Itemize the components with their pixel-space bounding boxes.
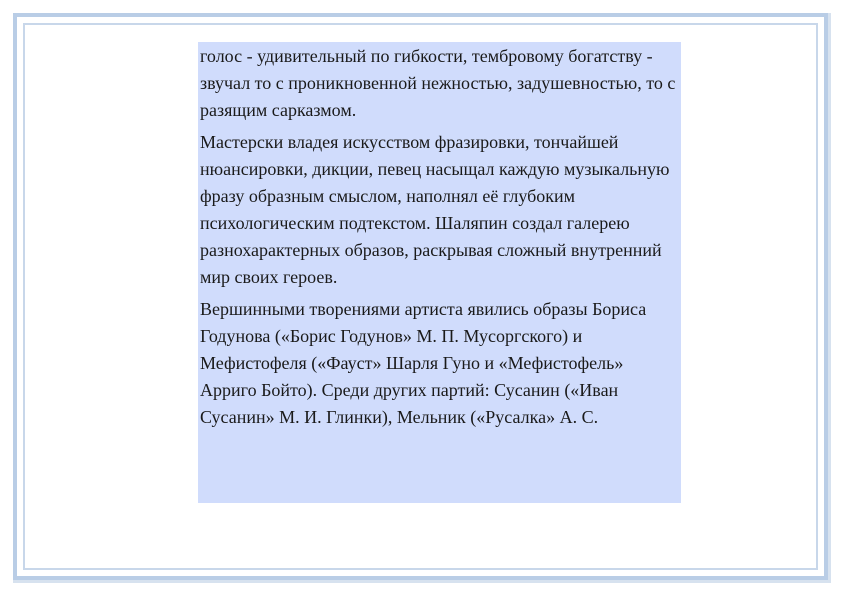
text-box bbox=[198, 42, 681, 503]
frame-shadow-bottom bbox=[13, 580, 831, 583]
paragraph-phrasing: Мастерски владея искусством фразировки, тончайшей нюансировки, дикции, певец насыщал каждую музыкальную фразу образным смыслом, наполнял её глубоким психологическим подтекстом. Шаляпин создал галерею разнохарактерных образов, раскрывая сложный внутренний мир своих героев. bbox=[200, 132, 670, 287]
paragraph-voice: голос - удивительный по гибкости, тембровому богатству - звучал то с проникновенной нежностью, задушевностью, то с разящим сарказмом. bbox=[200, 46, 676, 120]
paragraph-roles: Вершинными творениями артиста явились образы Бориса Годунова («Борис Годунов» М. П. Мусоргского) и Мефистофеля («Фауст» Шарля Гуно и «Мефистофель» Арриго Бойто). Среди других партий: Сусанин («Иван Сусанин» М. И. Глинки), Мельник («Русалка» А. С. bbox=[200, 299, 647, 427]
frame-shadow-right bbox=[828, 13, 831, 583]
